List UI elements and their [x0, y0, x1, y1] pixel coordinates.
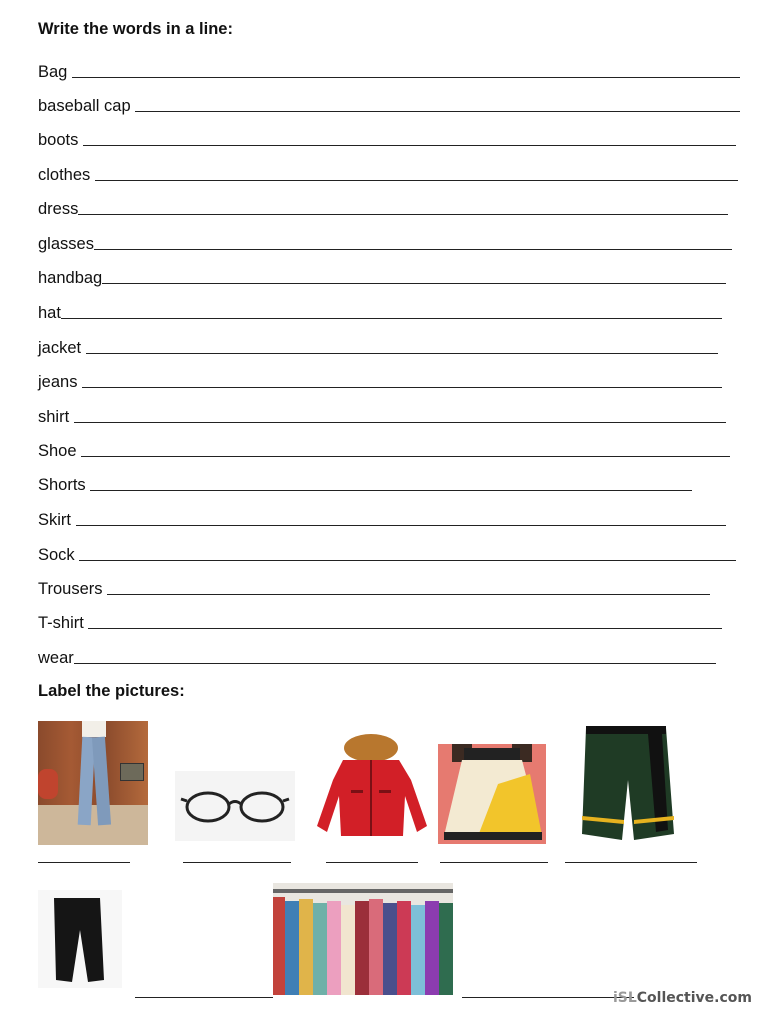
answer-line[interactable]: [79, 559, 736, 561]
answer-line[interactable]: [72, 76, 740, 78]
answer-line[interactable]: [88, 627, 722, 629]
answer-line[interactable]: [74, 662, 716, 664]
answer-line[interactable]: [81, 455, 730, 457]
jeans-photo: [38, 721, 148, 845]
answer-line[interactable]: [82, 386, 722, 388]
label-blank[interactable]: [326, 861, 418, 863]
watermark: iSLCollective.com: [612, 990, 752, 1006]
answer-line[interactable]: [74, 421, 726, 423]
word-row: Trousers: [38, 577, 710, 599]
heading-write-words: Write the words in a line:: [38, 20, 233, 38]
answer-line[interactable]: [83, 144, 736, 146]
label-blank[interactable]: [440, 861, 548, 863]
word-row: boots: [38, 128, 736, 150]
word-row: Skirt: [38, 508, 726, 530]
word-row: shirt: [38, 405, 726, 427]
word-row: glasses: [38, 232, 732, 254]
word-row: baseball cap: [38, 94, 740, 116]
answer-line[interactable]: [135, 110, 740, 112]
answer-line[interactable]: [95, 179, 738, 181]
trousers-photo: [38, 890, 122, 988]
word-row: Bag: [38, 60, 740, 82]
glasses-photo: [175, 771, 295, 841]
heading-label-pictures: Label the pictures:: [38, 682, 185, 700]
skirt-photo: [438, 744, 546, 844]
word-row: jacket: [38, 336, 718, 358]
jacket-photo: [313, 730, 433, 842]
label-blank[interactable]: [462, 996, 634, 998]
answer-line[interactable]: [90, 489, 692, 491]
clothes-rack-photo: [273, 883, 453, 995]
word-row: hat: [38, 301, 722, 323]
label-blank[interactable]: [565, 861, 697, 863]
answer-line[interactable]: [61, 317, 722, 319]
answer-line[interactable]: [107, 593, 710, 595]
word-row: Sock: [38, 543, 736, 565]
label-blank[interactable]: [135, 996, 273, 998]
word-row: wear: [38, 646, 716, 668]
answer-line[interactable]: [94, 248, 732, 250]
word-row: jeans: [38, 370, 722, 392]
shorts-photo: [578, 724, 678, 848]
word-row: handbag: [38, 266, 726, 288]
label-blank[interactable]: [183, 861, 291, 863]
answer-line[interactable]: [86, 352, 718, 354]
label-blank[interactable]: [38, 861, 130, 863]
word-row: Shorts: [38, 473, 692, 495]
answer-line[interactable]: [78, 213, 728, 215]
word-row: dress: [38, 197, 728, 219]
answer-line[interactable]: [76, 524, 726, 526]
word-row: Shoe: [38, 439, 730, 461]
word-row: clothes: [38, 163, 738, 185]
word-row: T-shirt: [38, 611, 722, 633]
answer-line[interactable]: [102, 282, 726, 284]
